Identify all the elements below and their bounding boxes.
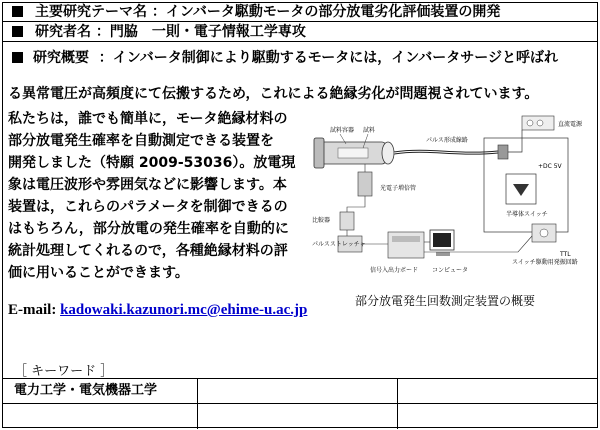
overview-line2: る異常電圧が高頻度にて伝搬するため，これによる絶縁劣化が問題視されています。 (8, 86, 539, 102)
bullet-square-icon (12, 26, 23, 37)
keyword-cell (198, 379, 398, 404)
keyword-table (2, 378, 598, 428)
keyword-cell (2, 404, 198, 429)
label-switch-driver: スイッチ駆動用発振回路 (512, 259, 578, 266)
email-link[interactable]: kadowaki.kazunori.mc@ehime-u.ac.jp (60, 302, 308, 318)
body-line: 価に用いることができます。 (8, 265, 189, 281)
label-sample-container: 試料容器 (330, 127, 355, 134)
overview-body (8, 108, 304, 284)
body-line: 装置は，これらのパラメータを制御できるの (8, 199, 288, 215)
overview-heading (12, 48, 594, 68)
overview-label: 研究概要 (33, 50, 89, 66)
keyword-cell: 電力工学・電気機器工学 (2, 379, 198, 404)
signal-io-board-image (388, 232, 424, 258)
semiconductor-switch-image (506, 174, 536, 204)
keyword-cell (398, 404, 598, 429)
email-line (8, 302, 307, 319)
theme-label: 主要研究テーマ名 (35, 4, 147, 20)
diagram-caption: 部分放電発生回数測定装置の概要 (355, 294, 536, 308)
dc-power-supply-image (522, 116, 554, 130)
table-row (2, 404, 598, 429)
label-semiconductor-switch: 半導体スイッチ (506, 211, 548, 218)
bullet-square-icon (12, 52, 23, 63)
switch-driver-image (532, 224, 556, 242)
label-ttl: TTL (560, 251, 571, 258)
theme-row (2, 2, 598, 22)
label-sample: 試料 (363, 127, 376, 134)
body-line: はもちろん，部分放電の発生確率を自動的に (8, 221, 289, 237)
apparatus-diagram (308, 112, 594, 290)
email-label: E-mail: (8, 302, 57, 318)
table-row (2, 379, 598, 404)
photomultiplier-image (358, 164, 372, 196)
body-line: 開発しました（特願 2009-53036）。放電現 (8, 155, 296, 171)
label-pulse-line: パルス形成線路 (426, 137, 468, 144)
researcher-row (2, 22, 598, 42)
label-dc-power: 直流電源 (558, 121, 583, 128)
body-line: 部分放電発生確率を自動測定できる装置を (8, 133, 274, 149)
bullet-square-icon (12, 6, 23, 17)
researcher-label: 研究者名 (35, 24, 91, 40)
label-dc5v: +DC 5V (538, 163, 562, 170)
body-line: 私たちは，誰でも簡単に，モータ絶縁材料の (8, 111, 288, 127)
overview-line1: ：インバータ制御により駆動するモータには，インバータサージと呼ばれ (98, 50, 558, 66)
keyword-heading: ［ キーワード ］ (14, 364, 114, 379)
label-computer: コンピュータ (432, 267, 469, 274)
theme-value: ：インバータ駆動モータの部分放電劣化評価装置の開発 (151, 4, 501, 20)
label-comparator: 比較器 (312, 217, 331, 224)
label-signal-port: 信号入出力ボード (370, 267, 419, 274)
sample-container-image (314, 138, 394, 168)
label-pulse-stretcher: パルスストレッチャ (312, 241, 366, 248)
keyword-cell (198, 404, 398, 429)
comparator-image (340, 212, 354, 230)
researcher-value: ：門脇 一則・電子情報工学専攻 (95, 24, 306, 40)
body-line: 統計処理してくれるので，各種絶縁材料の評 (8, 243, 288, 259)
label-photomultiplier: 光電子増倍管 (380, 185, 417, 192)
keyword-cell (398, 379, 598, 404)
body-line: 象は電圧波形や雰囲気などに影響します。本 (8, 177, 287, 193)
